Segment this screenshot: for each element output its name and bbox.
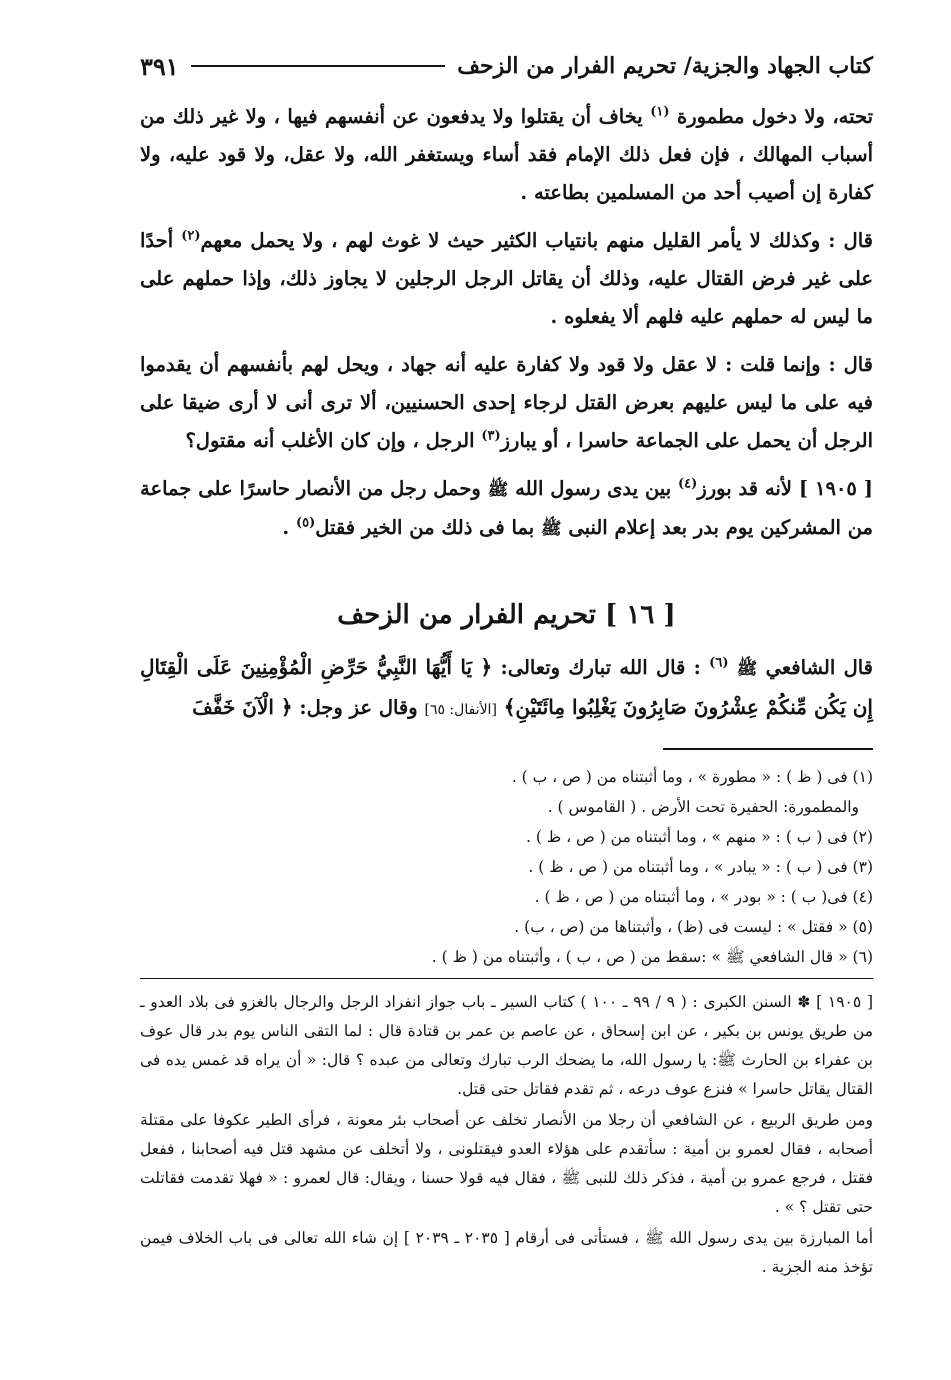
footnote-item: والمطمورة: الحفيرة تحت الأرض . ( القاموس ) . [547, 798, 859, 816]
footnote-item: (١) فى ( ظ ) : « مطورة » ، وما أثبتناه من ( ص ، ب ) . [511, 768, 873, 786]
header-rule [191, 65, 446, 67]
running-title: كتاب الجهاد والجزية/ تحريم الفرار من الزحف [457, 53, 873, 79]
paragraph-text: تحته، ولا دخول مطمورة [677, 105, 874, 128]
paragraph-text: الرجل ، وإن كان الأغلب أنه مقتول؟ [185, 429, 475, 452]
commentary-paragraph: أما المبارزة بين يدى رسول الله ﷺ ، فستأتى فى أرقام [ ٢٠٣٥ ـ ٢٠٣٩ ] إن شاء الله تعالى فى باب الخلاف فيمن تؤخذ منه الجزية . [140, 1229, 874, 1276]
paragraph-2 [140, 222, 873, 336]
salutation-symbol: ﷺ [487, 480, 509, 500]
honorific-symbol: ﷺ [736, 659, 758, 679]
paragraph-text: وإنما قلت : لا عقل ولا قود ولا كفارة عليه أنه جهاد ، ويحل لهم بأنفسهم أن يقدموا فيه على ما ليس عليهم بعرض القتل لرجاء إحدى الحسنيين، ألا ترى أنى لا أرى ضيقا على الرجل أن يحمل على الجماعة حاسرا ، أو يبارز [140, 353, 873, 452]
paragraph-text: يخاف أن يقتلوا ولا يدفعون عن أنفسهم فيها ، ولا غير ذلك من أسباب المهالك ، فإن فعل ذلك الإمام فقد أساء ويستغفر الله، ولا عقل، ولا قود عليه، ولا كفارة إن أصيب أحد من المسلمين بطاعته . [140, 105, 873, 204]
main-text [140, 98, 873, 558]
footnote-item: (٣) فى ( ب ) : « يبادر » ، وما أثبتناه من ( ص ، ظ ) . [528, 858, 873, 876]
footnote-ref: (١) [650, 104, 670, 120]
footnote-ref: (٥) [295, 515, 316, 531]
paragraph-text: بين يدى رسول الله [515, 477, 672, 500]
section-title: [ ١٦ ] تحريم الفرار من الزحف [337, 600, 676, 630]
commentary-rule [140, 978, 873, 979]
page-number: ٣٩١ [140, 51, 179, 81]
footnote-item: (٤) فى( ب ) : « بودر » ، وما أثبتناه من ( ص ، ظ ) . [534, 888, 873, 906]
paragraph-text: وقال عز وجل: [299, 696, 418, 719]
quran-verse: ﴿ يَا أَيُّهَا النَّبِيُّ حَرِّضِ الْمُؤْمِنِينَ عَلَى الْقِتَالِ إِن يَكُن مِّنكُمْ عِشْرُونَ صَابِرُونَ يَغْلِبُوا مِائَتَيْنِ﴾ [140, 655, 873, 719]
paragraph-text: بما فى ذلك من الخير فقتل [315, 516, 535, 539]
page-header [140, 46, 873, 86]
quran-verse: ﴿ الْآنَ خَفَّفَ [192, 695, 293, 719]
footnote-item: (٢) فى ( ب ) : « منهم » ، وما أثبتناه من ( ص ، ظ ) . [526, 828, 873, 846]
footnote-item: (٦) « قال الشافعي ﷺ » :سقط من ( ص ، ب ) ، وأثبتناه من ( ظ ) . [431, 948, 873, 966]
paragraph-text: وكذلك لا يأمر القليل منهم بانتياب الكثير حيث لا غوث لهم ، ولا يحمل معهم [200, 229, 821, 252]
footnote-rule [663, 748, 873, 750]
paragraph-text: . [282, 516, 290, 539]
paragraph-text: أحدًا على غير فرض القتال عليه، وذلك أن يقاتل الرجل الرجلين لا يجاوز ذلك، وإذا حملهم على ما ليس له حملهم عليه فلهم ألا يفعلوه . [140, 229, 873, 328]
verse-reference: [الأنفال: ٦٥] [424, 702, 497, 718]
paragraph-4 [140, 470, 873, 548]
footnote-item: (٥) « فقتل » : ليست فى (ظ) ، وأثبتناها من (ص ، ب) . [514, 918, 873, 936]
salutation-symbol: ﷺ [540, 519, 562, 539]
footnote-ref: (٦) [709, 655, 729, 671]
speaker-label: قال : [828, 353, 874, 376]
paragraph-text: : قال الله تبارك وتعالى: [500, 656, 701, 679]
footnotes [140, 762, 873, 972]
paragraph-3 [140, 346, 873, 460]
paragraph-1 [140, 98, 873, 212]
footnote-ref: (٣) [481, 428, 501, 444]
hadith-number: [ ١٩٠٥ ] [798, 477, 873, 500]
speaker-label: قال : [828, 229, 873, 252]
commentary [140, 988, 873, 1284]
footnote-ref: (٢) [181, 228, 201, 244]
paragraph-text: لأنه قد بورز [697, 477, 792, 500]
commentary-paragraph: [ ١٩٠٥ ] ✽ السنن الكبرى : ( ٩ / ٩٩ ـ ١٠٠ ) كتاب السير ـ باب جواز انفراد الرجل والرجال بالغزو فى بلاد العدو ـ من طريق يونس بن بكير ، عن ابن إسحاق ، عن عاصم بن عمر بن قتادة قال : لما التقى الناس يوم بدر قال عوف بن عفراء بن الحارث ﷺ: يا رسول الله، ما يضحك الرب تبارك وتعالى من عبده ؟ قال: « أن يراه قد غمس يده فى القتال يقاتل حاسرا » فنزع عوف درعه ، ثم تقدم فقاتل حتى قتل. [140, 993, 873, 1098]
paragraph-text: وحمل رجل من الأنصار حاسرًا على جماعة من المشركين يوم بدر بعد إعلام النبى [140, 477, 873, 539]
footnote-ref: (٤) [678, 476, 698, 492]
paragraph-text: قال الشافعي [765, 656, 874, 679]
commentary-paragraph: ومن طريق الربيع ، عن الشافعي أن رجلا من الأنصار تخلف عن أصحاب بئر معونة ، فرأى الطير عكوفا على مقتلة أصحابه ، فقال لعمرو بن أمية : سأتقدم على هؤلاء العدو فيقتلونى ، ولا أتخلف عن مشهد قتل فيه أصحابنا ، ففعل فقتل ، فرجع عمرو بن أمية ، فذكر ذلك للنبى ﷺ ، فقال فيه قولا حسنا ، ويقال: قال لعمرو : « فهلا تقدمت فقاتلت حتى تقتل ؟ » . [140, 1111, 873, 1216]
section-lead [140, 648, 873, 729]
